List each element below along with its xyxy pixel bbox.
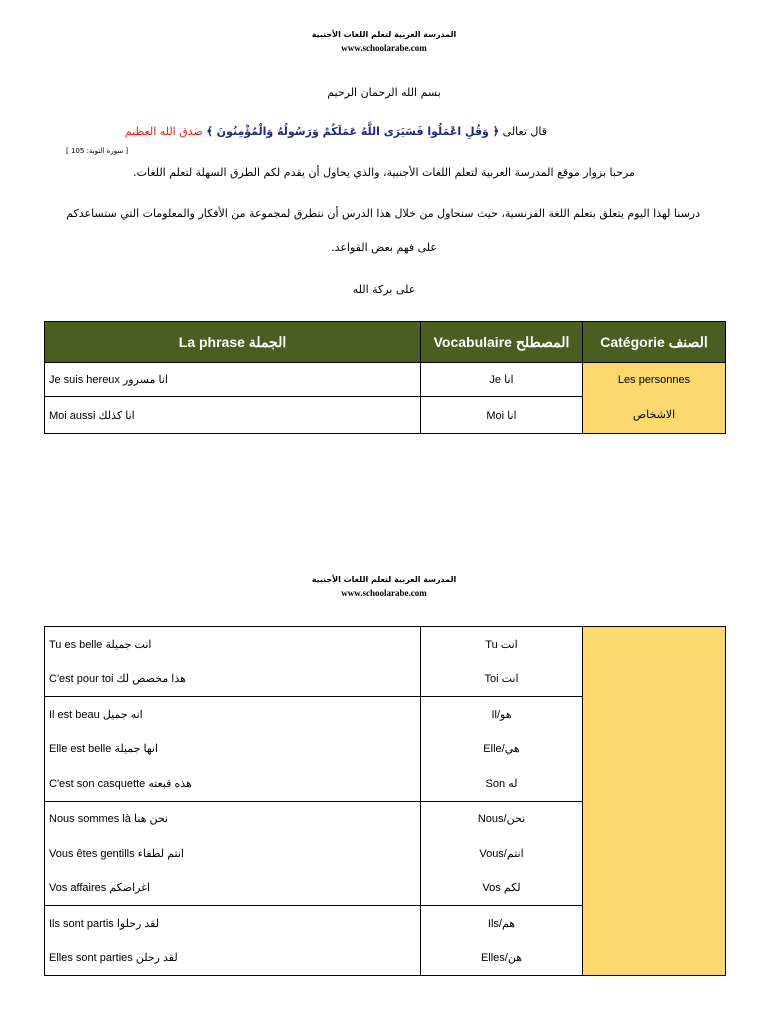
phrase-line: Vous êtes gentills انتم لطفاء	[49, 847, 184, 860]
vocab-line: Vous/انتم	[479, 847, 524, 860]
phrase-line: C'est son casquette هذه قبعته	[49, 777, 192, 790]
vocab-line: Toi انت	[484, 673, 519, 686]
welcome-text: مرحبا بزوار موقع المدرسة العربية لتعلم اللغات الأجنبية، والذي يحاول أن يقدم لكم الطرق السهلة لتعلم اللغات.	[133, 166, 635, 179]
verse-line	[27, 125, 547, 138]
verse-text: ﴿ وَقُلِ اعْمَلُوا فَسَيَرَى اللَّهُ عَمَلَكُمْ وَرَسُولُهُ وَالْمُؤْمِنُونَ ﴾	[206, 125, 500, 138]
phrase-line: Elle est belle انها جميلة	[49, 743, 159, 756]
phrase-line: Tu es belle انت جميلة	[49, 638, 152, 651]
header-phrase: La phrase الجملة	[45, 322, 421, 363]
vocab-line: Nous/نحن	[477, 813, 526, 826]
category-cell-empty	[583, 627, 726, 976]
school-name-2: المدرسة العربية لتعلم اللغات الأجنبية	[311, 575, 457, 584]
phrase-cell: Moi aussi انا كذلك	[49, 409, 135, 422]
vocab-line: Son له	[485, 777, 518, 790]
category-cell-ar: الاشخاص	[632, 408, 676, 421]
verse-reference: [ سورة التوبة: 105 ]	[66, 147, 129, 155]
phrase-cell: Je suis hereux انا مسرور	[49, 374, 168, 386]
phrase-line: Ils sont partis لقد رحلوا	[49, 917, 160, 930]
school-name: المدرسة العربية لتعلم اللغات الأجنبية	[311, 30, 457, 39]
phrase-line: Elles sont parties لقد رحلن	[49, 952, 178, 965]
phrase-line: Vos affaires اغراضكم	[49, 882, 151, 895]
vocab-line: Il/هو	[491, 708, 512, 721]
lesson-text-1: درسنا لهذا اليوم يتعلق بتعلم اللغة الفرنسية، حيث سنحاول من خلال هذا الدرس أن نتطرق لمجموعة من الأفكار والمعلومات التي ستساعدكم	[66, 207, 700, 220]
basmala: بسم الله الرحمان الرحيم	[327, 86, 441, 99]
verse-prefix: قال تعالى	[502, 125, 547, 138]
table-row	[45, 363, 726, 397]
vocab-cell: Moi انا	[486, 409, 517, 422]
vocab-line: Tu انت	[485, 638, 518, 651]
vocab-table-2	[44, 626, 726, 976]
header-category: Catégorie الصنف	[583, 322, 726, 363]
category-cell-fr: Les personnes	[617, 373, 691, 386]
blessing-text: على بركة الله	[352, 283, 416, 296]
table-header-row	[45, 322, 726, 363]
phrase-line: Nous sommes là نحن هنا	[49, 813, 169, 826]
header-vocabulary: Vocabulaire المصطلح	[421, 322, 583, 363]
vocab-line: Vos لكم	[482, 882, 521, 895]
website-url[interactable]: www.schoolarabe.com	[341, 43, 427, 53]
vocab-table-1	[44, 321, 726, 434]
phrase-line: C'est pour toi هذا مخصص لك	[49, 673, 186, 686]
lesson-text-2: على فهم بعض القواعد.	[331, 241, 437, 254]
table-row	[45, 627, 726, 697]
website-url-2[interactable]: www.schoolarabe.com	[341, 588, 427, 598]
phrase-line: Il est beau انه جميل	[49, 708, 143, 721]
verse-suffix: صدق الله العظيم	[124, 125, 203, 138]
vocab-line: Elles/هن	[480, 952, 523, 965]
vocab-line: Elle/هي	[483, 743, 520, 756]
vocab-line: Ils/هم	[487, 917, 516, 930]
vocab-cell: Je انا	[489, 374, 514, 386]
